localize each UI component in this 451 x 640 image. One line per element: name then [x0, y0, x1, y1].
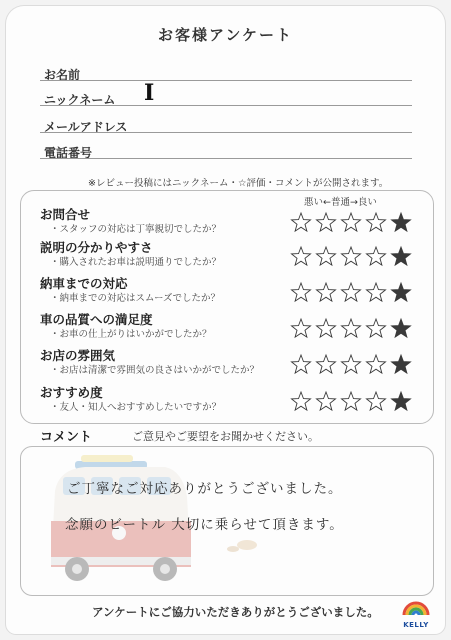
comment-area[interactable] [20, 446, 434, 596]
star-icon[interactable] [391, 283, 410, 301]
nickname-label: ニックネーム [44, 93, 116, 107]
question-sub-delivery: ・納車までの対応はスムーズでしたか？ [50, 293, 221, 304]
star-icon[interactable] [316, 213, 335, 231]
question-sub-atmosphere: ・お店は清潔で雰囲気の良さはいかがでしたか？ [50, 365, 260, 376]
star-icon[interactable] [391, 319, 410, 337]
question-title-atmosphere: お店の雰囲気 [40, 348, 116, 363]
star-icon[interactable] [316, 283, 335, 301]
star-icon[interactable] [291, 213, 310, 231]
star-icon[interactable] [366, 355, 385, 373]
star-icon[interactable] [291, 392, 310, 410]
star-icon[interactable] [366, 283, 385, 301]
rating-stars-quality[interactable] [289, 316, 414, 340]
star-icon[interactable] [316, 247, 335, 265]
rating-stars-explanation[interactable] [289, 244, 414, 268]
star-icon[interactable] [291, 247, 310, 265]
rating-stars-recommend[interactable] [289, 389, 414, 413]
question-sub-quality: ・お車の仕上がりはいかがでしたか？ [50, 329, 212, 340]
star-icon[interactable] [341, 283, 360, 301]
star-icon[interactable] [291, 283, 310, 301]
star-icon[interactable] [316, 319, 335, 337]
star-icon[interactable] [391, 213, 410, 231]
phone-label: 電話番号 [44, 146, 93, 160]
star-icon[interactable] [316, 392, 335, 410]
star-icon[interactable] [291, 319, 310, 337]
question-title-quality: 車の品質への満足度 [40, 312, 153, 327]
email-label: メールアドレス [44, 120, 128, 134]
question-sub-explanation: ・購入されたお車は説明通りでしたか？ [50, 257, 222, 268]
rating-stars-inquiry[interactable] [289, 210, 414, 234]
comment-line-1: ご丁寧なご対応ありがとうございました。 [67, 481, 343, 497]
comment-heading: コメント [40, 430, 93, 445]
star-icon[interactable] [341, 247, 360, 265]
rating-scale-legend: 悪い←普通→良い [304, 197, 377, 208]
logo-text: KELLY [403, 621, 429, 629]
question-title-recommend: おすすめ度 [40, 385, 103, 400]
star-icon[interactable] [316, 355, 335, 373]
star-icon[interactable] [341, 392, 360, 410]
footer-thanks: アンケートにご協力いただきありがとうございました。 [92, 605, 379, 619]
question-sub-inquiry: ・スタッフの対応は丁寧親切でしたか？ [50, 224, 222, 235]
name-field[interactable] [40, 80, 412, 81]
star-icon[interactable] [391, 355, 410, 373]
star-icon[interactable] [391, 392, 410, 410]
star-icon[interactable] [366, 392, 385, 410]
star-icon[interactable] [341, 213, 360, 231]
comment-prompt: ご意見やご要望をお聞かせください。 [132, 430, 319, 443]
name-label: お名前 [44, 68, 81, 82]
star-icon[interactable] [366, 319, 385, 337]
question-title-explanation: 説明の分かりやすさ [40, 240, 153, 255]
email-field[interactable] [40, 132, 412, 133]
star-icon[interactable] [341, 319, 360, 337]
question-title-inquiry: お問合せ [40, 207, 91, 222]
star-icon[interactable] [291, 355, 310, 373]
comment-line-2: 念願のビートル 大切に乗らせて頂きます。 [65, 517, 344, 533]
disclosure-notice: ※レビュー投稿にはニックネーム・☆評価・コメントが公開されます。 [88, 178, 389, 189]
star-icon[interactable] [366, 247, 385, 265]
nickname-field[interactable] [40, 105, 412, 106]
star-icon[interactable] [366, 213, 385, 231]
phone-field[interactable] [40, 158, 412, 159]
rating-stars-atmosphere[interactable] [289, 352, 414, 376]
star-icon[interactable] [391, 247, 410, 265]
question-title-delivery: 納車までの対応 [40, 276, 128, 291]
rating-stars-delivery[interactable] [289, 280, 414, 304]
question-sub-recommend: ・友人・知人へおすすめしたいですか？ [50, 402, 222, 413]
page-title: お客様アンケート [157, 26, 294, 44]
nickname-value: I [144, 80, 155, 106]
star-icon[interactable] [341, 355, 360, 373]
